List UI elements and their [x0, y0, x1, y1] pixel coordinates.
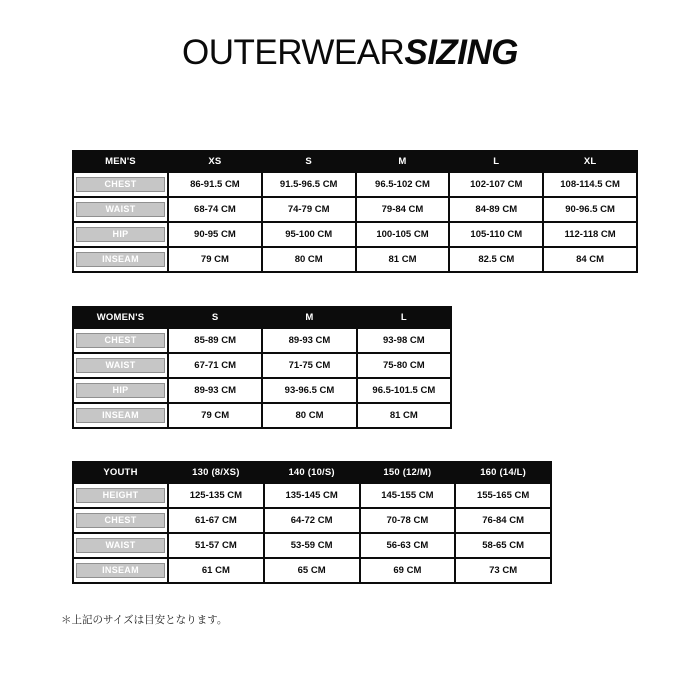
row-label-cell: [73, 222, 168, 247]
row-label-cell: [73, 483, 168, 508]
row-label: WAIST: [76, 358, 165, 373]
size-value-cell: 65 CM: [264, 558, 360, 583]
size-value-cell: 73 CM: [455, 558, 551, 583]
size-column-header: L: [449, 151, 543, 172]
size-value-cell: 86-91.5 CM: [168, 172, 262, 197]
size-value-cell: 61 CM: [168, 558, 264, 583]
size-value-cell: 93-96.5 CM: [262, 378, 356, 403]
size-value-cell: 100-105 CM: [356, 222, 450, 247]
table-row: [73, 403, 451, 428]
size-column-header: XL: [543, 151, 637, 172]
row-label-cell: [73, 353, 168, 378]
size-value-cell: 80 CM: [262, 247, 356, 272]
page-title-bold: SIZING: [404, 33, 519, 72]
size-value-cell: 53-59 CM: [264, 533, 360, 558]
size-value-cell: 79-84 CM: [356, 197, 450, 222]
size-column-header: 150 (12/M): [360, 462, 456, 483]
womens-table-grid: [72, 306, 452, 429]
table-header-row: [73, 462, 551, 483]
table-row: [73, 353, 451, 378]
mens-table-grid: [72, 150, 638, 273]
size-value-cell: 102-107 CM: [449, 172, 543, 197]
row-label-cell: [73, 533, 168, 558]
table-header-row: [73, 307, 451, 328]
row-label: CHEST: [76, 333, 165, 348]
row-label-cell: [73, 247, 168, 272]
size-value-cell: 79 CM: [168, 403, 262, 428]
size-value-cell: 96.5-101.5 CM: [357, 378, 451, 403]
row-label-cell: [73, 508, 168, 533]
womens-sizing-table: [72, 306, 452, 429]
size-value-cell: 74-79 CM: [262, 197, 356, 222]
table-row: [73, 533, 551, 558]
row-label: WAIST: [76, 202, 165, 217]
size-value-cell: 81 CM: [357, 403, 451, 428]
size-value-cell: 93-98 CM: [357, 328, 451, 353]
mens-sizing-table: [72, 150, 638, 273]
row-label-cell: [73, 197, 168, 222]
size-value-cell: 64-72 CM: [264, 508, 360, 533]
row-label: INSEAM: [76, 252, 165, 267]
size-value-cell: 105-110 CM: [449, 222, 543, 247]
table-title-cell: WOMEN'S: [73, 307, 168, 328]
row-label-cell: [73, 558, 168, 583]
size-value-cell: 69 CM: [360, 558, 456, 583]
size-value-cell: 96.5-102 CM: [356, 172, 450, 197]
size-value-cell: 76-84 CM: [455, 508, 551, 533]
row-label: WAIST: [76, 538, 165, 553]
size-value-cell: 68-74 CM: [168, 197, 262, 222]
size-column-header: 160 (14/L): [455, 462, 551, 483]
size-column-header: 140 (10/S): [264, 462, 360, 483]
row-label: CHEST: [76, 177, 165, 192]
size-value-cell: 80 CM: [262, 403, 356, 428]
row-label: INSEAM: [76, 563, 165, 578]
table-row: [73, 222, 637, 247]
size-column-header: S: [262, 151, 356, 172]
size-value-cell: 82.5 CM: [449, 247, 543, 272]
size-value-cell: 79 CM: [168, 247, 262, 272]
row-label-cell: [73, 172, 168, 197]
size-value-cell: 125-135 CM: [168, 483, 264, 508]
size-value-cell: 108-114.5 CM: [543, 172, 637, 197]
size-column-header: 130 (8/XS): [168, 462, 264, 483]
size-value-cell: 90-96.5 CM: [543, 197, 637, 222]
size-value-cell: 75-80 CM: [357, 353, 451, 378]
size-value-cell: 58-65 CM: [455, 533, 551, 558]
size-value-cell: 81 CM: [356, 247, 450, 272]
size-column-header: M: [356, 151, 450, 172]
table-row: [73, 483, 551, 508]
row-label: HEIGHT: [76, 488, 165, 503]
size-value-cell: 91.5-96.5 CM: [262, 172, 356, 197]
size-value-cell: 84-89 CM: [449, 197, 543, 222]
row-label-cell: [73, 403, 168, 428]
table-row: [73, 558, 551, 583]
table-row: [73, 197, 637, 222]
table-title-cell: YOUTH: [73, 462, 168, 483]
size-value-cell: 112-118 CM: [543, 222, 637, 247]
table-header-row: [73, 151, 637, 172]
row-label-cell: [73, 378, 168, 403]
page-title-regular: OUTERWEAR: [181, 33, 405, 72]
youth-table-grid: [72, 461, 552, 584]
row-label-cell: [73, 328, 168, 353]
table-title-cell: MEN'S: [73, 151, 168, 172]
size-value-cell: 145-155 CM: [360, 483, 456, 508]
size-value-cell: 67-71 CM: [168, 353, 262, 378]
page-title: [0, 34, 700, 72]
size-value-cell: 51-57 CM: [168, 533, 264, 558]
size-value-cell: 135-145 CM: [264, 483, 360, 508]
size-column-header: XS: [168, 151, 262, 172]
size-column-header: S: [168, 307, 262, 328]
row-label: HIP: [76, 227, 165, 242]
footnote: ＊上記のサイズは目安となります。: [61, 614, 228, 626]
size-value-cell: 84 CM: [543, 247, 637, 272]
youth-sizing-table: [72, 461, 552, 584]
size-value-cell: 95-100 CM: [262, 222, 356, 247]
size-value-cell: 90-95 CM: [168, 222, 262, 247]
size-value-cell: 85-89 CM: [168, 328, 262, 353]
table-row: [73, 328, 451, 353]
size-value-cell: 155-165 CM: [455, 483, 551, 508]
table-row: [73, 247, 637, 272]
row-label: INSEAM: [76, 408, 165, 423]
size-value-cell: 61-67 CM: [168, 508, 264, 533]
row-label: HIP: [76, 383, 165, 398]
table-row: [73, 172, 637, 197]
size-value-cell: 89-93 CM: [168, 378, 262, 403]
row-label: CHEST: [76, 513, 165, 528]
table-row: [73, 508, 551, 533]
size-value-cell: 70-78 CM: [360, 508, 456, 533]
size-value-cell: 71-75 CM: [262, 353, 356, 378]
size-value-cell: 56-63 CM: [360, 533, 456, 558]
size-value-cell: 89-93 CM: [262, 328, 356, 353]
size-column-header: L: [357, 307, 451, 328]
size-column-header: M: [262, 307, 356, 328]
table-row: [73, 378, 451, 403]
